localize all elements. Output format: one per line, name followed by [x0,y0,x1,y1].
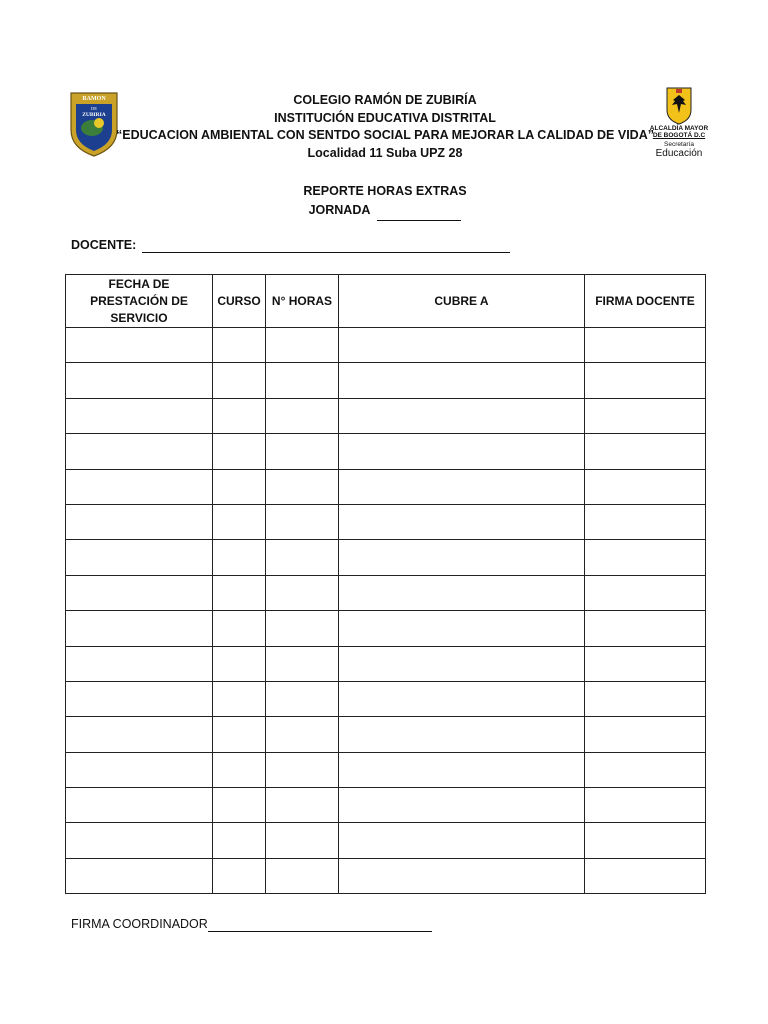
table-cell[interactable] [339,858,585,893]
firma-coordinador-input-line[interactable] [208,917,432,932]
table-cell[interactable] [339,434,585,469]
table-row [66,469,706,504]
header-horas: N° HORAS [266,275,339,328]
table-cell[interactable] [339,646,585,681]
table-cell[interactable] [213,540,266,575]
table-cell[interactable] [213,469,266,504]
alcaldia-logo [648,86,710,164]
table-cell[interactable] [213,752,266,787]
table-cell[interactable] [266,434,339,469]
table-cell[interactable] [339,469,585,504]
table-row [66,398,706,433]
educacion-label: Educación [655,148,703,159]
jornada-label: JORNADA [308,203,370,217]
table-row [66,611,706,646]
table-row [66,363,706,398]
hours-table [65,274,706,894]
school-crest-logo [68,90,120,158]
table-cell[interactable] [585,788,706,823]
docente-input-line[interactable] [142,238,510,253]
table-cell[interactable] [339,681,585,716]
svg-text:RAMON: RAMON [82,96,106,102]
table-cell[interactable] [339,504,585,539]
table-row [66,752,706,787]
table-cell[interactable] [585,434,706,469]
secretaria-label: Secretaría [664,141,694,148]
table-cell[interactable] [585,646,706,681]
table-cell[interactable] [585,575,706,610]
table-cell[interactable] [66,752,213,787]
table-cell[interactable] [66,575,213,610]
table-cell[interactable] [585,717,706,752]
table-row [66,575,706,610]
firma-coordinador-label: FIRMA COORDINADOR [71,917,208,931]
report-title: REPORTE HORAS EXTRAS [303,184,467,198]
table-cell[interactable] [339,611,585,646]
table-cell[interactable] [66,823,213,858]
table-row [66,646,706,681]
svg-text:ZUBIRIA: ZUBIRIA [82,112,106,118]
bogota-shield-icon [648,86,710,126]
table-cell[interactable] [585,328,706,363]
table-cell[interactable] [266,858,339,893]
table-cell[interactable] [213,504,266,539]
table-cell[interactable] [585,398,706,433]
table-row [66,434,706,469]
table-cell[interactable] [585,858,706,893]
header-firma-docente: FIRMA DOCENTE [585,275,706,328]
table-cell[interactable] [585,469,706,504]
table-cell[interactable] [266,788,339,823]
table-row [66,823,706,858]
table-cell[interactable] [213,363,266,398]
header-fecha: FECHA DE PRESTACIÓN DE SERVICIO [66,275,213,328]
table-cell[interactable] [585,363,706,398]
table-cell[interactable] [585,752,706,787]
table-cell[interactable] [66,328,213,363]
table-cell[interactable] [266,646,339,681]
firma-coordinador-field [71,917,432,932]
table-cell[interactable] [339,752,585,787]
table-cell[interactable] [266,681,339,716]
table-cell[interactable] [66,611,213,646]
table-cell[interactable] [266,398,339,433]
report-heading [250,182,520,221]
table-header-row [66,275,706,328]
table-cell[interactable] [266,363,339,398]
table-cell[interactable] [266,328,339,363]
docente-label: DOCENTE: [71,238,137,252]
table-cell[interactable] [213,717,266,752]
header-curso: CURSO [213,275,266,328]
table-row [66,681,706,716]
institution-motto: “EDUCACION AMBIENTAL CON SENTDO SOCIAL PARA MEJORAR LA CALIDAD DE VIDA” [116,128,654,142]
table-cell[interactable] [213,434,266,469]
table-cell[interactable] [213,328,266,363]
table-cell[interactable] [213,611,266,646]
table-cell[interactable] [266,540,339,575]
table-cell[interactable] [585,681,706,716]
table-cell[interactable] [339,328,585,363]
table-cell[interactable] [66,788,213,823]
school-name: COLEGIO RAMÓN DE ZUBIRÍA [293,93,477,107]
table-row [66,788,706,823]
jornada-field [250,201,520,221]
table-cell[interactable] [66,469,213,504]
table-row [66,504,706,539]
table-cell[interactable] [585,504,706,539]
table-cell[interactable] [66,717,213,752]
table-cell[interactable] [585,540,706,575]
table-cell[interactable] [213,575,266,610]
table-cell[interactable] [266,823,339,858]
table-row [66,858,706,893]
table-cell[interactable] [66,504,213,539]
table-cell[interactable] [66,398,213,433]
table-body [66,328,706,894]
table-cell[interactable] [66,858,213,893]
table-cell[interactable] [213,398,266,433]
table-cell[interactable] [66,681,213,716]
locality: Localidad 11 Suba UPZ 28 [307,145,463,160]
table-row [66,717,706,752]
table-cell[interactable] [585,823,706,858]
header-cubre: CUBRE A [339,275,585,328]
table-cell[interactable] [339,788,585,823]
table-row [66,540,706,575]
table-cell[interactable] [585,611,706,646]
table-cell[interactable] [213,858,266,893]
table-cell[interactable] [66,363,213,398]
table-cell[interactable] [266,611,339,646]
alcaldia-line2: DE BOGOTÁ D.C [652,132,706,139]
table-cell[interactable] [339,398,585,433]
institution-type: INSTITUCIÓN EDUCATIVA DISTRITAL [274,110,496,125]
table-cell[interactable] [266,469,339,504]
table-cell[interactable] [213,681,266,716]
docente-field [71,238,510,253]
jornada-input-line[interactable] [377,201,461,221]
table-cell[interactable] [213,788,266,823]
table-cell[interactable] [266,575,339,610]
svg-text:DE: DE [91,106,97,111]
table-cell[interactable] [339,363,585,398]
table-cell[interactable] [339,575,585,610]
table-cell[interactable] [66,434,213,469]
table-cell[interactable] [66,646,213,681]
table-cell[interactable] [213,823,266,858]
table-cell[interactable] [266,752,339,787]
table-row [66,328,706,363]
table-cell[interactable] [339,823,585,858]
table-cell[interactable] [339,540,585,575]
table-cell[interactable] [266,504,339,539]
table-cell[interactable] [266,717,339,752]
table-cell[interactable] [339,717,585,752]
table-cell[interactable] [213,646,266,681]
table-cell[interactable] [66,540,213,575]
alcaldia-line1: ALCALDÍA MAYOR [649,125,709,132]
institution-header [116,92,654,162]
